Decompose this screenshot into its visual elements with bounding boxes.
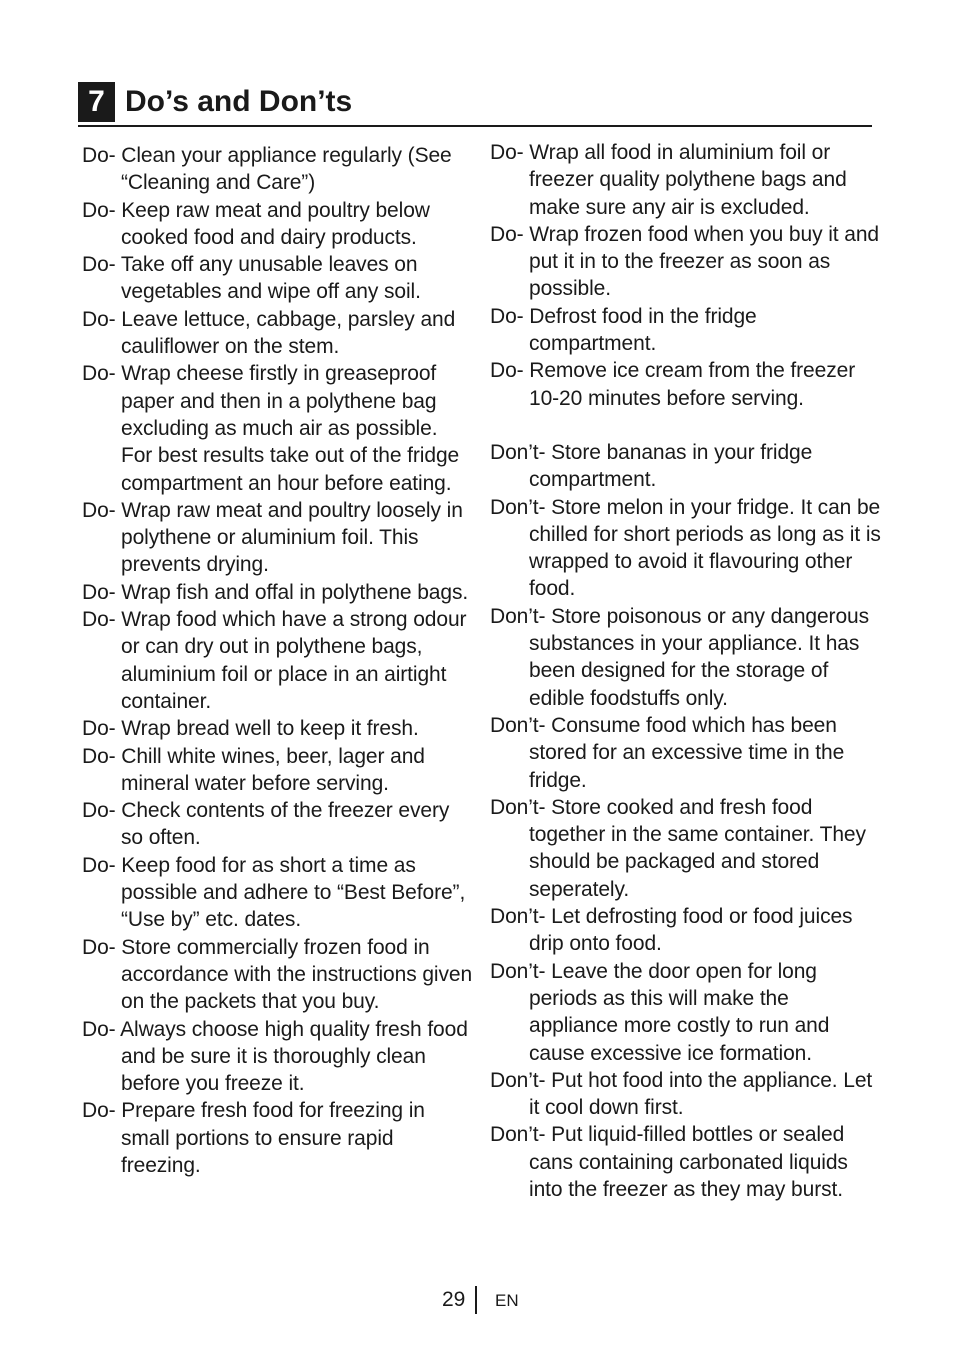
list-item: Do- Chill white wines, beer, lager and mineral water before serving. bbox=[82, 744, 425, 795]
list-item: Do- Take off any unusable leaves on vegetables and wipe off any soil. bbox=[82, 253, 421, 304]
do-item: Do- Wrap all food in aluminium foil or freezer quality polythene bags and make sure any air is excluded. bbox=[490, 141, 847, 219]
page-number: 29 bbox=[442, 1288, 466, 1311]
dont-item: Don’t- Store bananas in your fridge compartment. bbox=[490, 440, 813, 492]
do-item: Do- Defrost food in the fridge compartment. bbox=[490, 304, 757, 356]
section-spacer bbox=[490, 412, 882, 439]
do-item: Do- Remove ice cream from the freezer 10-20 minutes before serving. bbox=[490, 359, 856, 410]
list-item: Do- Wrap fish and offal in polythene bags. bbox=[82, 580, 469, 604]
dont-item: Don’t- Store poisonous or any dangerous substances in your appliance. It has been designed for the storage of edible foodstuffs only. bbox=[490, 604, 870, 710]
list-item: Do- Prepare fresh food for freezing in small portions to ensure rapid freezing. bbox=[82, 1099, 425, 1177]
list-item: Do- Leave lettuce, cabbage, parsley and cauliflower on the stem. bbox=[82, 307, 456, 359]
list-item: Do- Keep raw meat and poultry below cooked food and dairy products. bbox=[82, 198, 430, 249]
dont-item: Don’t- Consume food which has been stored for an excessive time in the fridge. bbox=[490, 713, 845, 792]
do-item: Do- Wrap frozen food when you buy it and put it in to the freezer as soon as possible. bbox=[490, 222, 880, 301]
right-column bbox=[490, 139, 882, 1203]
list-item: Do- Always choose high quality fresh food and be sure it is thoroughly clean before you freeze it. bbox=[82, 1017, 468, 1096]
dont-item: Don’t- Store cooked and fresh food together in the same container. They should be packaged and stored seperately. bbox=[490, 795, 866, 901]
section-header bbox=[78, 82, 872, 126]
list-item: Do- Clean your appliance regularly (See “Cleaning and Care”) bbox=[82, 144, 452, 195]
list-item: Do- Wrap food which have a strong odour or can dry out in polythene bags, aluminium foil or place in an airtight container. bbox=[82, 608, 467, 713]
list-item: Do- Store commercially frozen food in accordance with the instructions given on the packets that you buy. bbox=[82, 935, 473, 1014]
dont-item: Don’t- Leave the door open for long periods as this will make the appliance more costly to run and cause excessive ice formation. bbox=[490, 959, 830, 1065]
list-item: Do- Wrap bread well to keep it fresh. bbox=[82, 717, 419, 741]
dont-item: Don’t- Put liquid-filled bottles or sealed cans containing carbonated liquids into the freezer as they may burst. bbox=[490, 1123, 848, 1201]
list-item: Do- Keep food for as short a time as possible and adhere to “Best Before”, “Use by” etc. dates. bbox=[82, 853, 466, 932]
left-column bbox=[82, 142, 474, 1179]
page-footer bbox=[0, 1286, 954, 1316]
footer-divider bbox=[475, 1286, 477, 1314]
section-number-badge: 7 bbox=[78, 82, 115, 122]
header-divider bbox=[78, 125, 872, 127]
dont-item: Don’t- Store melon in your fridge. It can be chilled for short periods as long as it is wrapped to avoid it flavouring other food. bbox=[490, 495, 881, 601]
dont-item: Don’t- Let defrosting food or food juices drip onto food. bbox=[490, 905, 853, 956]
list-item: Do- Check contents of the freezer every so often. bbox=[82, 799, 450, 850]
list-item: Do- Wrap raw meat and poultry loosely in polythene or aluminium foil. This prevents drying. bbox=[82, 498, 463, 577]
language-code: EN bbox=[495, 1291, 519, 1310]
dont-item: Don’t- Put hot food into the appliance. Let it cool down first. bbox=[490, 1068, 873, 1120]
list-item: Do- Wrap cheese firstly in greaseproof paper and then in a polythene bag excluding as much air as possible. For best results take out of the fridge compartment an hour before eating. bbox=[82, 362, 460, 495]
section-title: Do’s and Don’ts bbox=[125, 85, 353, 118]
